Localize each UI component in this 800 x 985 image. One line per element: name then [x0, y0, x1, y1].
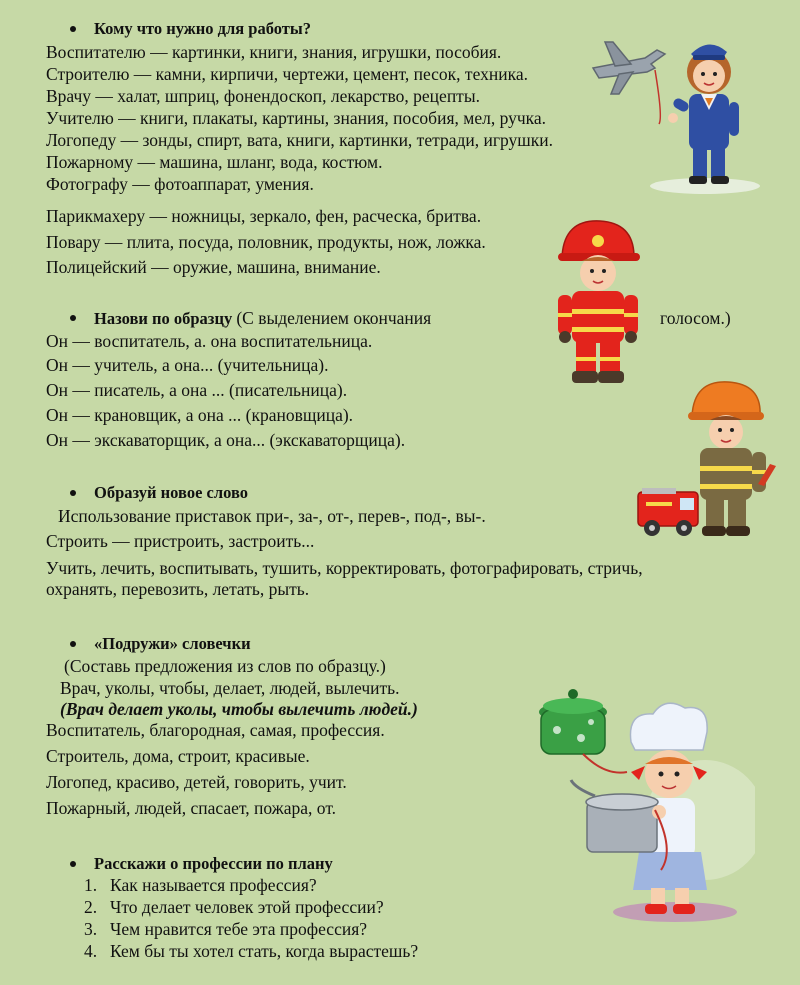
bullet	[70, 490, 76, 496]
plan-item	[84, 940, 418, 962]
plan-item-number: 1.	[84, 875, 98, 895]
bullet	[70, 861, 76, 867]
section1-line: Строителю — камни, кирпичи, чертежи, цемент, песок, техника.	[46, 64, 528, 84]
section4-line: Пожарный, людей, спасает, пожара, от.	[46, 798, 337, 818]
section5-title: Расскажи о профессии по плану	[94, 854, 333, 873]
section4-example-answer: (Врач делает уколы, чтобы вылечить людей.)	[60, 699, 418, 719]
section4-title: «Подружи» словечки	[94, 634, 251, 653]
section1-title: Кому что нужно для работы?	[94, 19, 312, 38]
section2-title	[94, 307, 431, 330]
section3-line: охранять, перевозить, летать, рыть.	[46, 579, 310, 599]
section3-line: Учить, лечить, воспитывать, тушить, корректировать, фотографировать, стричь,	[46, 558, 643, 578]
plan-item-number: 2.	[84, 897, 98, 917]
airplane-icon	[593, 42, 665, 124]
plan-item	[84, 874, 317, 896]
section1-line: Пожарному — машина, шланг, вода, костюм.	[46, 152, 383, 172]
firefighter-red-illustration	[548, 215, 648, 387]
plan-item	[84, 918, 367, 940]
section4-example: Врач, уколы, чтобы, делает, людей, вылечить.	[60, 678, 400, 698]
plan-item-text: Кем бы ты хотел стать, когда вырастешь?	[110, 941, 419, 961]
cook-illustration	[535, 680, 755, 928]
section1-line: Полицейский — оружие, машина, внимание.	[46, 257, 381, 277]
plan-item-text: Что делает человек этой профессии?	[110, 897, 384, 917]
section1-line: Фотографу — фотоаппарат, умения.	[46, 174, 314, 194]
plan-item	[84, 896, 384, 918]
section1-line: Парикмахеру — ножницы, зеркало, фен, расческа, бритва.	[46, 206, 482, 226]
section1-line: Врачу — халат, шприц, фонендоскоп, лекарство, рецепты.	[46, 86, 480, 106]
firefighter-truck-illustration	[636, 376, 786, 546]
green-pot-icon	[539, 689, 627, 773]
section4-line: Строитель, дома, строит, красивые.	[46, 746, 310, 766]
section2-line: Он — писатель, а она ... (писательница).	[46, 380, 348, 400]
fire-truck-icon	[638, 488, 698, 536]
section1-line: Повару — плита, посуда, половник, продукты, нож, ложка.	[46, 232, 486, 252]
section4-line: Логопед, красиво, детей, говорить, учит.	[46, 772, 347, 792]
section3-line: Использование приставок при-, за-, от-, перев-, под-, вы-.	[58, 506, 486, 526]
section1-line: Логопеду — зонды, спирт, вата, книги, картинки, тетради, игрушки.	[46, 130, 554, 150]
section3-title: Образуй новое слово	[94, 483, 248, 502]
bullet	[70, 315, 76, 321]
section3-line: Строить — пристроить, застроить...	[46, 531, 315, 551]
section1-line: Учителю — книги, плакаты, картины, знания, пособия, мел, ручка.	[46, 108, 547, 128]
section4-instruction: (Составь предложения из слов по образцу.)	[64, 656, 386, 676]
section2-title-text: Назови по образцу	[94, 309, 233, 328]
plan-item-text: Чем нравится тебе эта профессия?	[110, 919, 368, 939]
plan-item-text: Как называется профессия?	[110, 875, 317, 895]
flight-attendant-illustration	[585, 28, 770, 198]
bullet	[70, 641, 76, 647]
section2-title-note-end: голосом.)	[660, 308, 731, 328]
section1-line: Воспитателю — картинки, книги, знания, игрушки, пособия.	[46, 42, 502, 62]
section2-line: Он — экскаваторщик, а она... (экскаваторщица).	[46, 430, 406, 450]
section2-line: Он — крановщик, а она ... (крановщица).	[46, 405, 354, 425]
section4-line: Воспитатель, благородная, самая, профессия.	[46, 720, 385, 740]
plan-item-number: 3.	[84, 919, 98, 939]
section2-title-note: (С выделением окончания	[236, 308, 432, 328]
section2-line: Он — учитель, а она... (учительница).	[46, 355, 329, 375]
plan-item-number: 4.	[84, 941, 98, 961]
bullet	[70, 26, 76, 32]
section2-line: Он — воспитатель, а. она воспитательница.	[46, 331, 373, 351]
